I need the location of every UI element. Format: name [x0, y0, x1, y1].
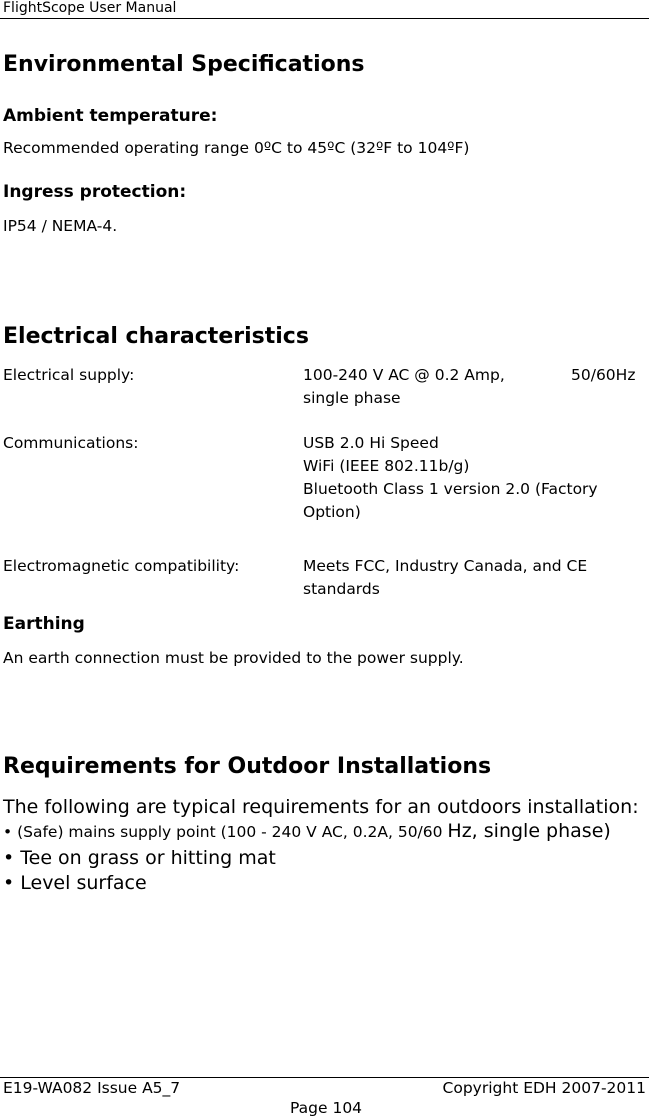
supply-phase: single phase — [303, 389, 401, 407]
earthing-heading: Earthing — [3, 614, 85, 634]
emc-label: Electromagnetic compatibility: — [3, 557, 240, 575]
earthing-text: An earth connection must be provided to the power supply. — [3, 649, 464, 667]
ingress-heading: Ingress protection: — [3, 182, 187, 202]
footer-divider — [0, 1077, 649, 1078]
header-title: FlightScope User Manual — [3, 0, 177, 16]
footer-copyright: Copyright EDH 2007-2011 — [442, 1079, 646, 1097]
electrical-heading: Electrical characteristics — [3, 324, 309, 349]
comm-value: Option) — [303, 503, 361, 521]
footer-page-number: Page 104 — [290, 1099, 363, 1117]
outdoor-heading: Requirements for Outdoor Installations — [3, 754, 492, 779]
supply-value: 100-240 V AC @ 0.2 Amp, — [303, 366, 505, 384]
emc-value: Meets FCC, Industry Canada, and CE — [303, 557, 588, 575]
ambient-heading: Ambient temperature: — [3, 106, 218, 126]
bullet-mains-supply-part2: Hz, single phase) — [447, 820, 611, 842]
bullet-level-surface: • Level surface — [3, 872, 147, 894]
ingress-text: IP54 / NEMA-4. — [3, 217, 118, 235]
emc-value: standards — [303, 580, 380, 598]
bullet-tee: • Tee on grass or hitting mat — [3, 847, 276, 869]
footer-doc-id: E19-WA082 Issue A5_7 — [3, 1079, 181, 1097]
comm-value: Bluetooth Class 1 version 2.0 (Factory — [303, 480, 598, 498]
comm-value: WiFi (IEEE 802.11b/g) — [303, 457, 470, 475]
supply-label: Electrical supply: — [3, 366, 135, 384]
bullet-mains-supply-part1: • (Safe) mains supply point (100 - 240 V AC, 0.2A, 50/60 — [3, 823, 448, 841]
env-heading: Environmental Specifications — [3, 52, 365, 77]
comm-label: Communications: — [3, 434, 139, 452]
comm-value: USB 2.0 Hi Speed — [303, 434, 439, 452]
supply-frequency: 50/60Hz — [571, 366, 636, 384]
outdoor-intro: The following are typical requirements for an outdoors installation: — [3, 796, 639, 818]
ambient-text: Recommended operating range 0ºC to 45ºC (32ºF to 104ºF) — [3, 139, 470, 157]
bullet-mains-supply — [3, 820, 611, 842]
page-header — [0, 0, 649, 19]
